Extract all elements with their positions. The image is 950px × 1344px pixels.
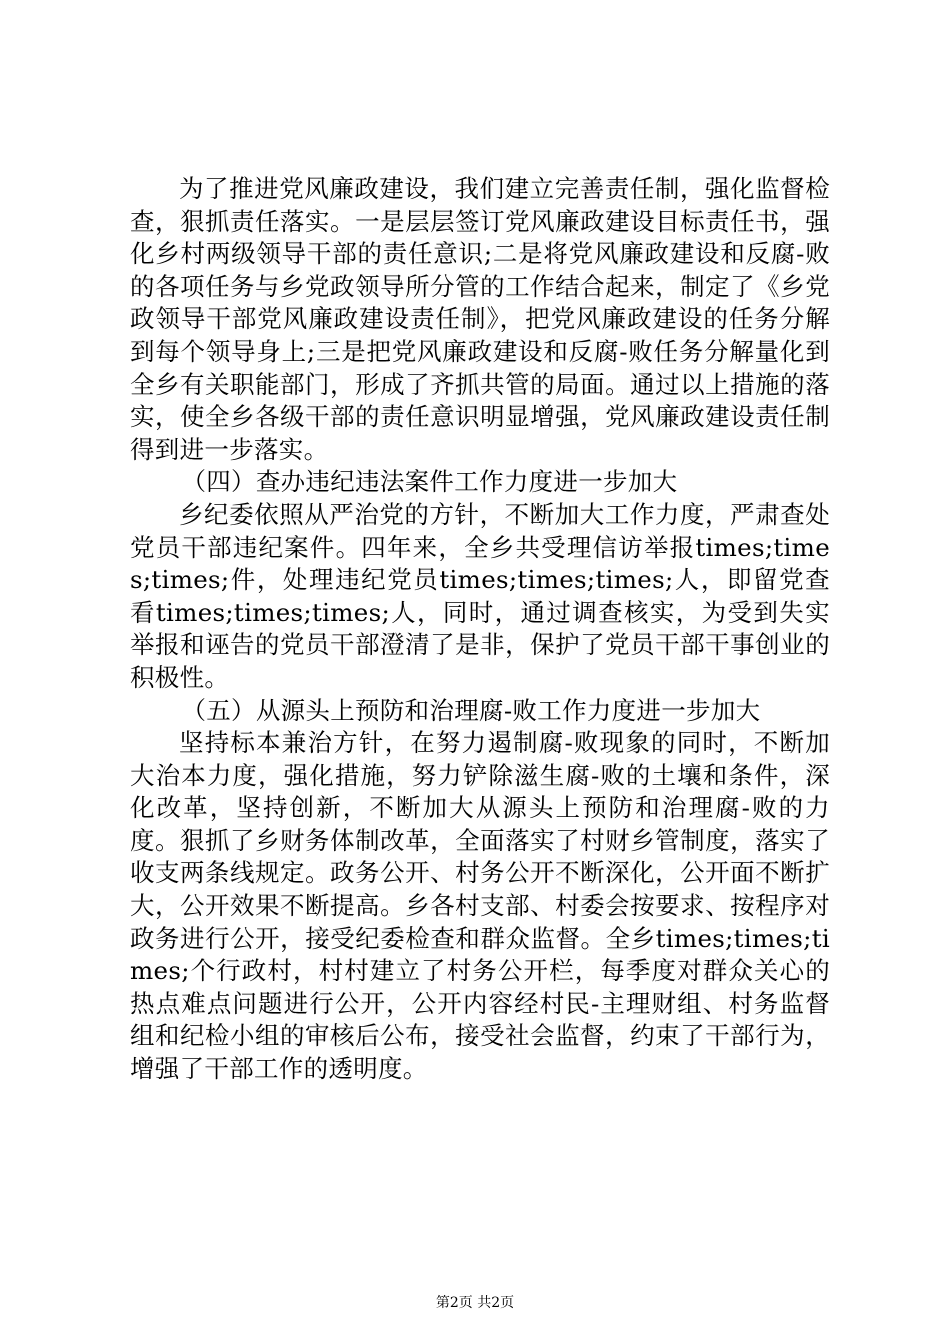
section-heading-five: （五）从源头上预防和治理腐-败工作力度进一步加大 [181,695,761,725]
page-number-footer: 第2页 共2页 [435,1295,515,1311]
document-body [130,173,830,1086]
paragraph-case-handling: 乡纪委依照从严治党的方针，不断加大工作力度，严肃查处党员干部违纪案件。四年来，全乡共受理信访举报times;times;times;件，处理违纪党员times;times;times;人，即留党查看times;times;times;人，同时，通过调查核实，为受到失实举报和诬告的党员干部澄清了是非，保护了党员干部干事创业的积极性。 [130,499,830,692]
paragraph-source-prevention: 坚持标本兼治方针，在努力遏制腐-败现象的同时，不断加大治本力度，强化措施，努力铲除滋生腐-败的土壤和条件，深化改革，坚持创新，不断加大从源头上预防和治理腐-败的力度。狠抓了乡财务体制改革，全面落实了村财乡管制度，落实了收支两条线规定。政务公开、村务公开不断深化，公开面不断扩大，公开效果不断提高。乡各村支部、村委会按要求、按程序对政务进行公开，接受纪委检查和群众监督。全乡times;times;times;个行政村，村村建立了村务公开栏，每季度对群众关心的热点难点问题进行公开，公开内容经村民-主理财组、村务监督组和纪检小组的审核后公布，接受社会监督，约束了干部行为，增强了干部工作的透明度。 [130,728,830,1084]
section-heading-four: （四）查办违纪违法案件工作力度进一步加大 [181,467,678,497]
paragraph-responsibility-system: 为了推进党风廉政建设，我们建立完善责任制，强化监督检查，狠抓责任落实。一是层层签订党风廉政建设目标责任书，强化乡村两级领导干部的责任意识;二是将党风廉政建设和反腐-败的各项任务与乡党政领导所分管的工作结合起来，制定了《乡党政领导干部党风廉政建设责任制》，把党风廉政建设的任务分解到每个领导身上;三是把党风廉政建设和反腐-败任务分解量化到全乡有关职能部门，形成了齐抓共管的局面。通过以上措施的落实，使全乡各级干部的责任意识明显增强，党风廉政建设责任制得到进一步落实。 [130,174,830,464]
